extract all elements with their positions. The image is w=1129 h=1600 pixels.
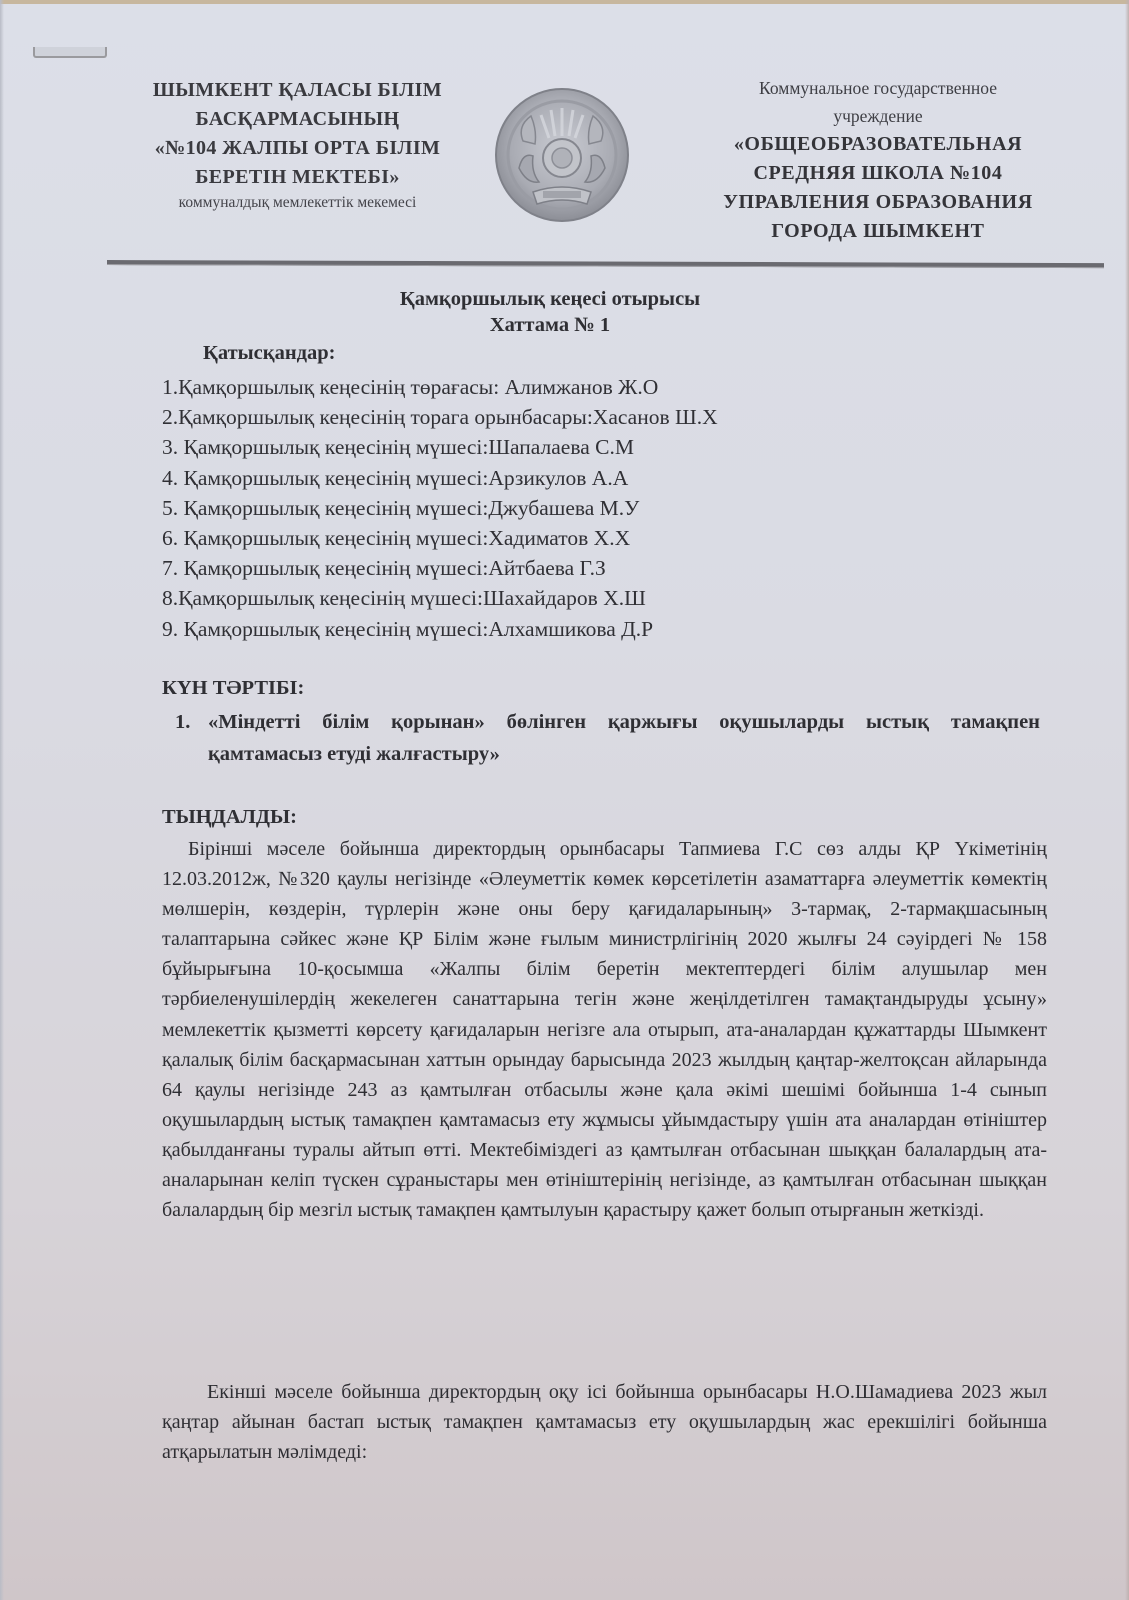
letterhead-russian-line: СРЕДНЯЯ ШКОЛА №104: [753, 162, 1003, 184]
protocol-number: Хаттама № 1: [489, 314, 611, 336]
letterhead-russian: [688, 74, 1068, 246]
letterhead-kazakh-line: ШЫМКЕНТ ҚАЛАСЫ БІЛІМ: [152, 79, 443, 101]
letterhead: [0, 0, 1129, 270]
letterhead-russian-line: «ОБЩЕОБРАЗОВАТЕЛЬНАЯ: [733, 133, 1023, 155]
letterhead-kazakh-line: БЕРЕТІН МЕКТЕБІ»: [195, 166, 400, 188]
agenda-heading: КҮН ТӘРТІБІ:: [162, 677, 305, 699]
participant-item: 9. Қамқоршылық кеңесінің мүшесі:Алхамшикова Д.Р: [162, 616, 654, 641]
participant-item: 2.Қамқоршылық кеңесінің торага орынбасары:Хасанов Ш.Х: [162, 405, 718, 430]
document-title-block: [230, 286, 870, 338]
body-paragraph: Екінші мәселе бойынша директордың оқу ісі бойынша орынбасары Н.О.Шамадиева 2023 жыл қаңтар айынан бастап ыстық тамақпен қамтамасыз ету оқушылардың жас ерекшілігі бойынша атқарылатын мәлімдеді:: [162, 1381, 1047, 1464]
agenda-item-number: 1.: [175, 711, 191, 733]
document-title: Қамқоршылық кеңесі отырысы: [399, 288, 701, 310]
participant-item: 6. Қамқоршылық кеңесінің мүшесі:Хадиматов Х.Х: [162, 526, 631, 551]
participant-item: 4. Қамқоршылық кеңесінің мүшесі:Арзикулов А.А: [162, 465, 629, 490]
letterhead-kazakh: [110, 76, 485, 214]
participant-item: 7. Қамқоршылық кеңесінің мүшесі:Айтбаева Г.З: [162, 556, 606, 581]
participants-list: [162, 372, 962, 644]
letterhead-russian-line: Коммунальное государственное: [759, 78, 997, 98]
letterhead-russian-line: ГОРОДА ШЫМКЕНТ: [771, 220, 985, 242]
state-emblem-icon: [493, 86, 631, 224]
participant-item: 1.Қамқоршылық кеңесінің төрағасы: Алимжанов Ж.О: [162, 375, 659, 399]
participant-item: 3. Қамқоршылық кеңесінің мүшесі:Шапалаева С.М: [162, 435, 634, 460]
letterhead-russian-line: УПРАВЛЕНИЯ ОБРАЗОВАНИЯ: [723, 191, 1033, 213]
agenda-item-text: «Міндетті білім қорынан» бөлінген қаржығы оқушыларды ыстық тамақпен қамтамасыз етуді жалғастыру»: [208, 711, 1040, 765]
participants-heading: Қатысқандар:: [203, 342, 336, 364]
letterhead-kazakh-line: «№104 ЖАЛПЫ ОРТА БІЛІМ: [154, 137, 441, 159]
letterhead-kazakh-line: БАСҚАРМАСЫНЫҢ: [195, 108, 400, 130]
participant-item: 5. Қамқоршылық кеңесінің мүшесі:Джубашева М.У: [162, 495, 640, 520]
letterhead-russian-line: учреждение: [833, 106, 923, 126]
agenda-item: [175, 706, 1040, 770]
letterhead-kazakh-subtitle: коммуналдық мемлекеттік мекемесі: [178, 194, 417, 211]
heard-heading: ТЫҢДАЛДЫ:: [162, 806, 297, 828]
body-paragraph: Бірінші мәселе бойынша директордың орынбасары Тапмиева Г.С сөз алды ҚР Үкіметінің 12.03.2012ж, №320 қаулы негізінде «Әлеуметтік көмек көрсетілетін азаматтарға әлеуметтік көмектің мөлшерін, көздерін, түрлерін және оны беру қағидаларының» 3-тармақ, 2-тармақшасының талаптарына сәйкес және ҚР Білім және ғылым министрлігінің 2020 жылғы 24 сәуірдегі № 158 бұйырығына 10-қосымша «Жалпы білім беретін мектептердегі білім алушылар мен тәрбиеленушілердің жекелеген санаттарына тегін және жеңілдетілген тамақтандыруды ұсыну» мемлекеттік қызметті көрсету қағидаларын негізге ала отырып, ата-аналардан құжаттарды Шымкент қалалық білім басқармасынан хаттын орындау барысында 2023 жылдың қаңтар-желтоқсан айларында 64 қаулы негізінде 243 аз қамтылған отбасылы және қала әкімі шешімі бойынша 1-4 сынып оқушылардың ыстық тамақпен қамтамасыз ету жұмысы ұйымдастыру үшін ата аналардан өтініштер қабылданғаны туралы айтып өтті. Мектебіміздегі аз қамтылған отбасынан шыққан балалардың ата-аналарынан келіп түскен сұраныстары мен өтініштерінің негізінде, аз қамтылған отбасынан шыққан балалардың бір мезгіл ыстық тамақпен қамтылуын қарастыру қажет болып отырғанын жеткізді.: [162, 838, 1047, 1222]
participant-item: 8.Қамқоршылық кеңесінің мүшесі:Шахайдаров Х.Ш: [162, 586, 646, 611]
